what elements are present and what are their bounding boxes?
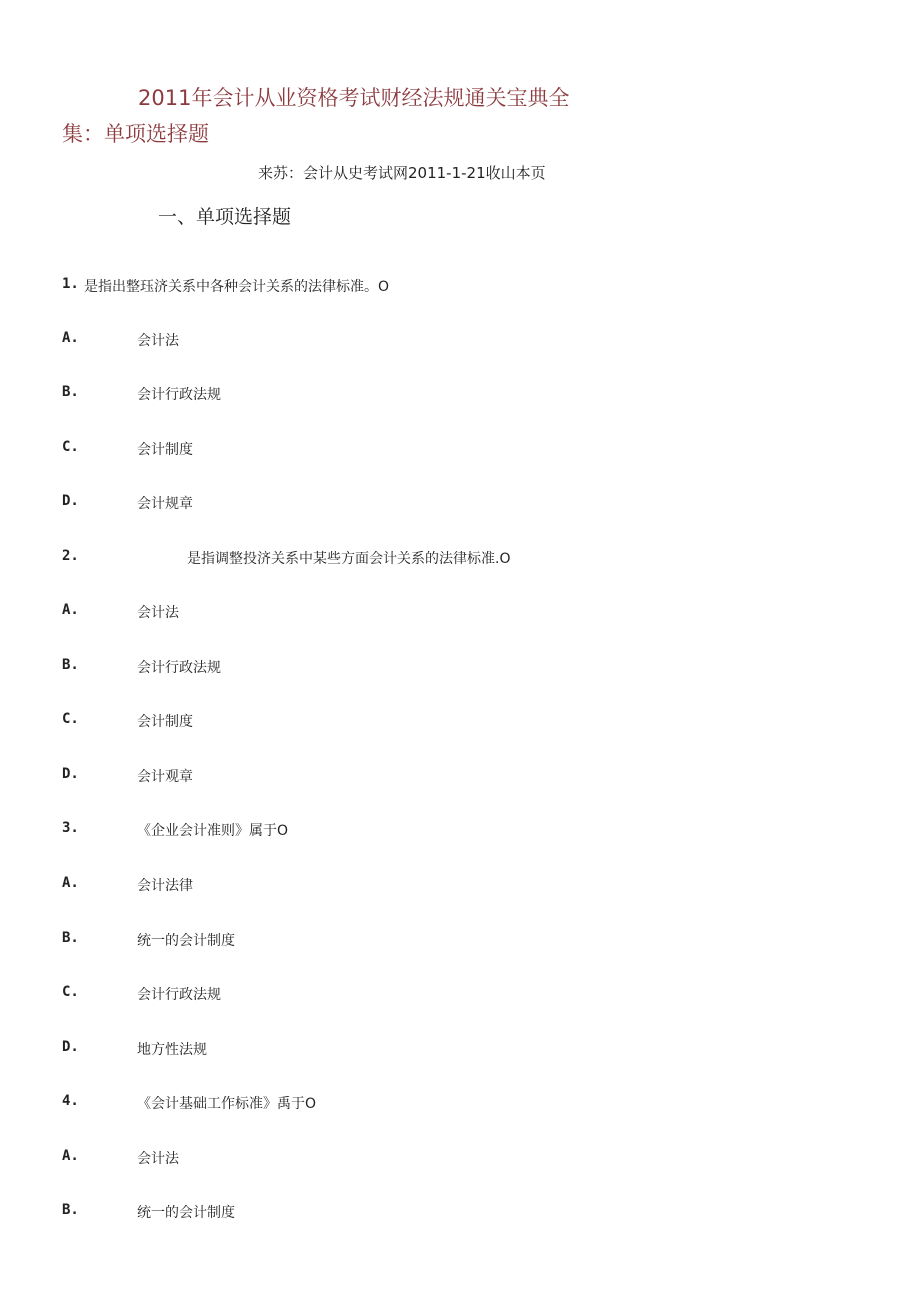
source-line: 来苏：会计从史考试网2011-1-21收山本页	[258, 164, 546, 182]
option-text: 统一的会计制度	[137, 1205, 235, 1221]
option-text: 统一的会计制度	[137, 933, 235, 949]
question-stem: 《企业会计准则》属于O	[137, 823, 289, 839]
option-row	[0, 1148, 920, 1168]
option-row	[0, 439, 920, 459]
option-text: 会计规章	[137, 496, 193, 512]
option-label: B.	[62, 930, 79, 946]
option-label: C.	[62, 439, 79, 455]
option-row	[0, 930, 920, 950]
option-text: 会计法律	[137, 878, 193, 894]
option-label: A.	[62, 1148, 79, 1164]
option-row	[0, 384, 920, 404]
option-label: A.	[62, 602, 79, 618]
option-row	[0, 493, 920, 513]
question-3	[0, 820, 920, 840]
option-label: D.	[62, 1039, 79, 1055]
option-label: A.	[62, 875, 79, 891]
option-row	[0, 330, 920, 350]
option-text: 会计观章	[137, 769, 193, 785]
option-text: 地方性法规	[137, 1042, 207, 1058]
option-text: 会计行政法规	[137, 387, 221, 403]
question-stem: 是指出整珏济关系中各种会计关系的法律标准。O	[84, 279, 390, 295]
option-text: 会计法	[137, 333, 179, 349]
option-text: 会计法	[137, 605, 179, 621]
option-label: B.	[62, 657, 79, 673]
option-label: C.	[62, 984, 79, 1000]
option-row	[0, 1202, 920, 1222]
option-text: 会计法	[137, 1151, 179, 1167]
option-text: 会计行政法规	[137, 660, 221, 676]
section-heading: 一、单项选择题	[158, 206, 292, 228]
option-row	[0, 711, 920, 731]
option-label: C.	[62, 711, 79, 727]
option-label: A.	[62, 330, 79, 346]
option-text: 会计制度	[137, 714, 193, 730]
option-label: D.	[62, 766, 79, 782]
document-title-line-1: 2011年会计从业资格考试财经法规通关宝典全	[138, 86, 570, 110]
document-title-line-2: 集：单项选择题	[62, 122, 209, 146]
option-row	[0, 602, 920, 622]
question-number: 4.	[62, 1093, 79, 1109]
question-number: 3.	[62, 820, 79, 836]
question-2	[0, 548, 920, 568]
question-1	[0, 276, 920, 296]
option-text: 会计制度	[137, 442, 193, 458]
option-row	[0, 657, 920, 677]
option-label: B.	[62, 384, 79, 400]
option-label: D.	[62, 493, 79, 509]
question-stem: 是指调整投济关系中某些方面会计关系的法律标准.O	[187, 551, 511, 567]
question-number: 1.	[62, 276, 79, 292]
option-row	[0, 766, 920, 786]
option-row	[0, 875, 920, 895]
option-row	[0, 984, 920, 1004]
question-4	[0, 1093, 920, 1113]
option-text: 会计行政法规	[137, 987, 221, 1003]
option-row	[0, 1039, 920, 1059]
question-stem: 《会计基础工作标准》禹于O	[137, 1096, 317, 1112]
option-label: B.	[62, 1202, 79, 1218]
question-number: 2.	[62, 548, 79, 564]
